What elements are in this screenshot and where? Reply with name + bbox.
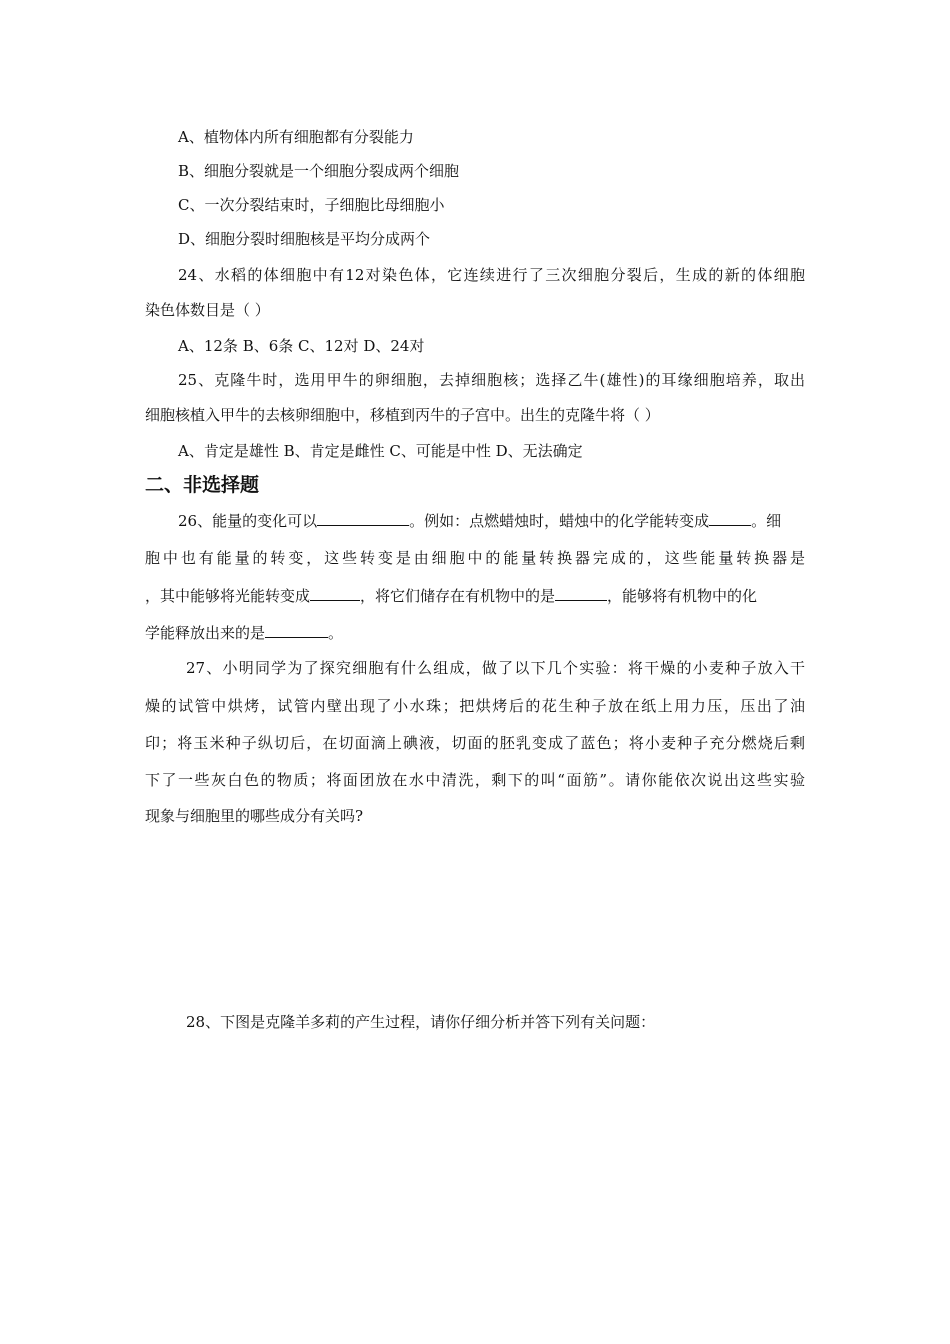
- q26-blank-3[interactable]: [310, 585, 360, 601]
- q27-line4: 下了一些灰白色的物质；将面团放在水中清洗，剩下的叫“面筋”。请你能依次说出这些实验: [145, 771, 805, 789]
- q24-stem-line2: 染色体数目是（ ）: [145, 301, 270, 319]
- q23-option-d: D、细胞分裂时细胞核是平均分成两个: [178, 230, 431, 248]
- q25-options: A、肯定是雄性 B、肯定是雌性 C、可能是中性 D、无法确定: [178, 442, 583, 460]
- q26-text-d: ，其中能够将光能转变成: [145, 587, 311, 605]
- q26-text-b: 。例如：点燃蜡烛时，蜡烛中的化学能转变成: [409, 512, 710, 530]
- q23-option-c: C、一次分裂结束时，子细胞比母细胞小: [178, 196, 445, 214]
- q23-option-b: B、细胞分裂就是一个细胞分裂成两个细胞: [178, 162, 460, 180]
- q26-line4: [145, 622, 343, 643]
- q26-blank-1[interactable]: [317, 510, 409, 526]
- q26-blank-2[interactable]: [709, 510, 751, 526]
- q26-text-c: 。细: [751, 512, 782, 530]
- q26-text-e: ，将它们储存在有机物中的是: [360, 587, 556, 605]
- q27-line5: 现象与细胞里的哪些成分有关吗?: [145, 807, 364, 825]
- q27-line2: 燥的试管中烘烤，试管内壁出现了小水珠；把烘烤后的花生种子放在纸上用力压，压出了油: [145, 697, 805, 715]
- q26-text-f: ，能够将有机物中的化: [607, 587, 758, 605]
- q26-line1: [178, 510, 781, 531]
- q24-options: A、12条 B、6条 C、12对 D、24对: [178, 337, 425, 355]
- q26-line3: [145, 585, 757, 606]
- q26-blank-5[interactable]: [265, 622, 328, 638]
- q23-option-a: A、植物体内所有细胞都有分裂能力: [178, 128, 414, 146]
- q26-line2: 胞中也有能量的转变，这些转变是由细胞中的能量转换器完成的，这些能量转换器是: [145, 549, 805, 567]
- q25-stem-line2: 细胞核植入甲牛的去核卵细胞中，移植到丙牛的子宫中。出生的克隆牛将（ ）: [145, 406, 660, 424]
- q26-blank-4[interactable]: [555, 585, 607, 601]
- q27-line3: 印；将玉米种子纵切后，在切面滴上碘液，切面的胚乳变成了蓝色；将小麦种子充分燃烧后剩: [145, 734, 805, 752]
- q26-text-a: 26、能量的变化可以: [178, 512, 318, 530]
- q27-line1: 27、小明同学为了探究细胞有什么组成，做了以下几个实验：将干燥的小麦种子放入干: [186, 659, 805, 677]
- q24-stem-line1: 24、水稻的体细胞中有12对染色体，它连续进行了三次细胞分裂后，生成的新的体细胞: [178, 266, 805, 284]
- q26-text-g: 学能释放出来的是: [145, 624, 266, 642]
- q28-stem: 28、下图是克隆羊多莉的产生过程，请你仔细分析并答下列有关问题：: [186, 1013, 656, 1031]
- q26-text-h: 。: [328, 624, 344, 642]
- section-heading: 二、非选择题: [145, 474, 260, 496]
- q25-stem-line1: 25、克隆牛时，选用甲牛的卵细胞，去掉细胞核；选择乙牛(雄性)的耳缘细胞培养，取出: [178, 371, 805, 389]
